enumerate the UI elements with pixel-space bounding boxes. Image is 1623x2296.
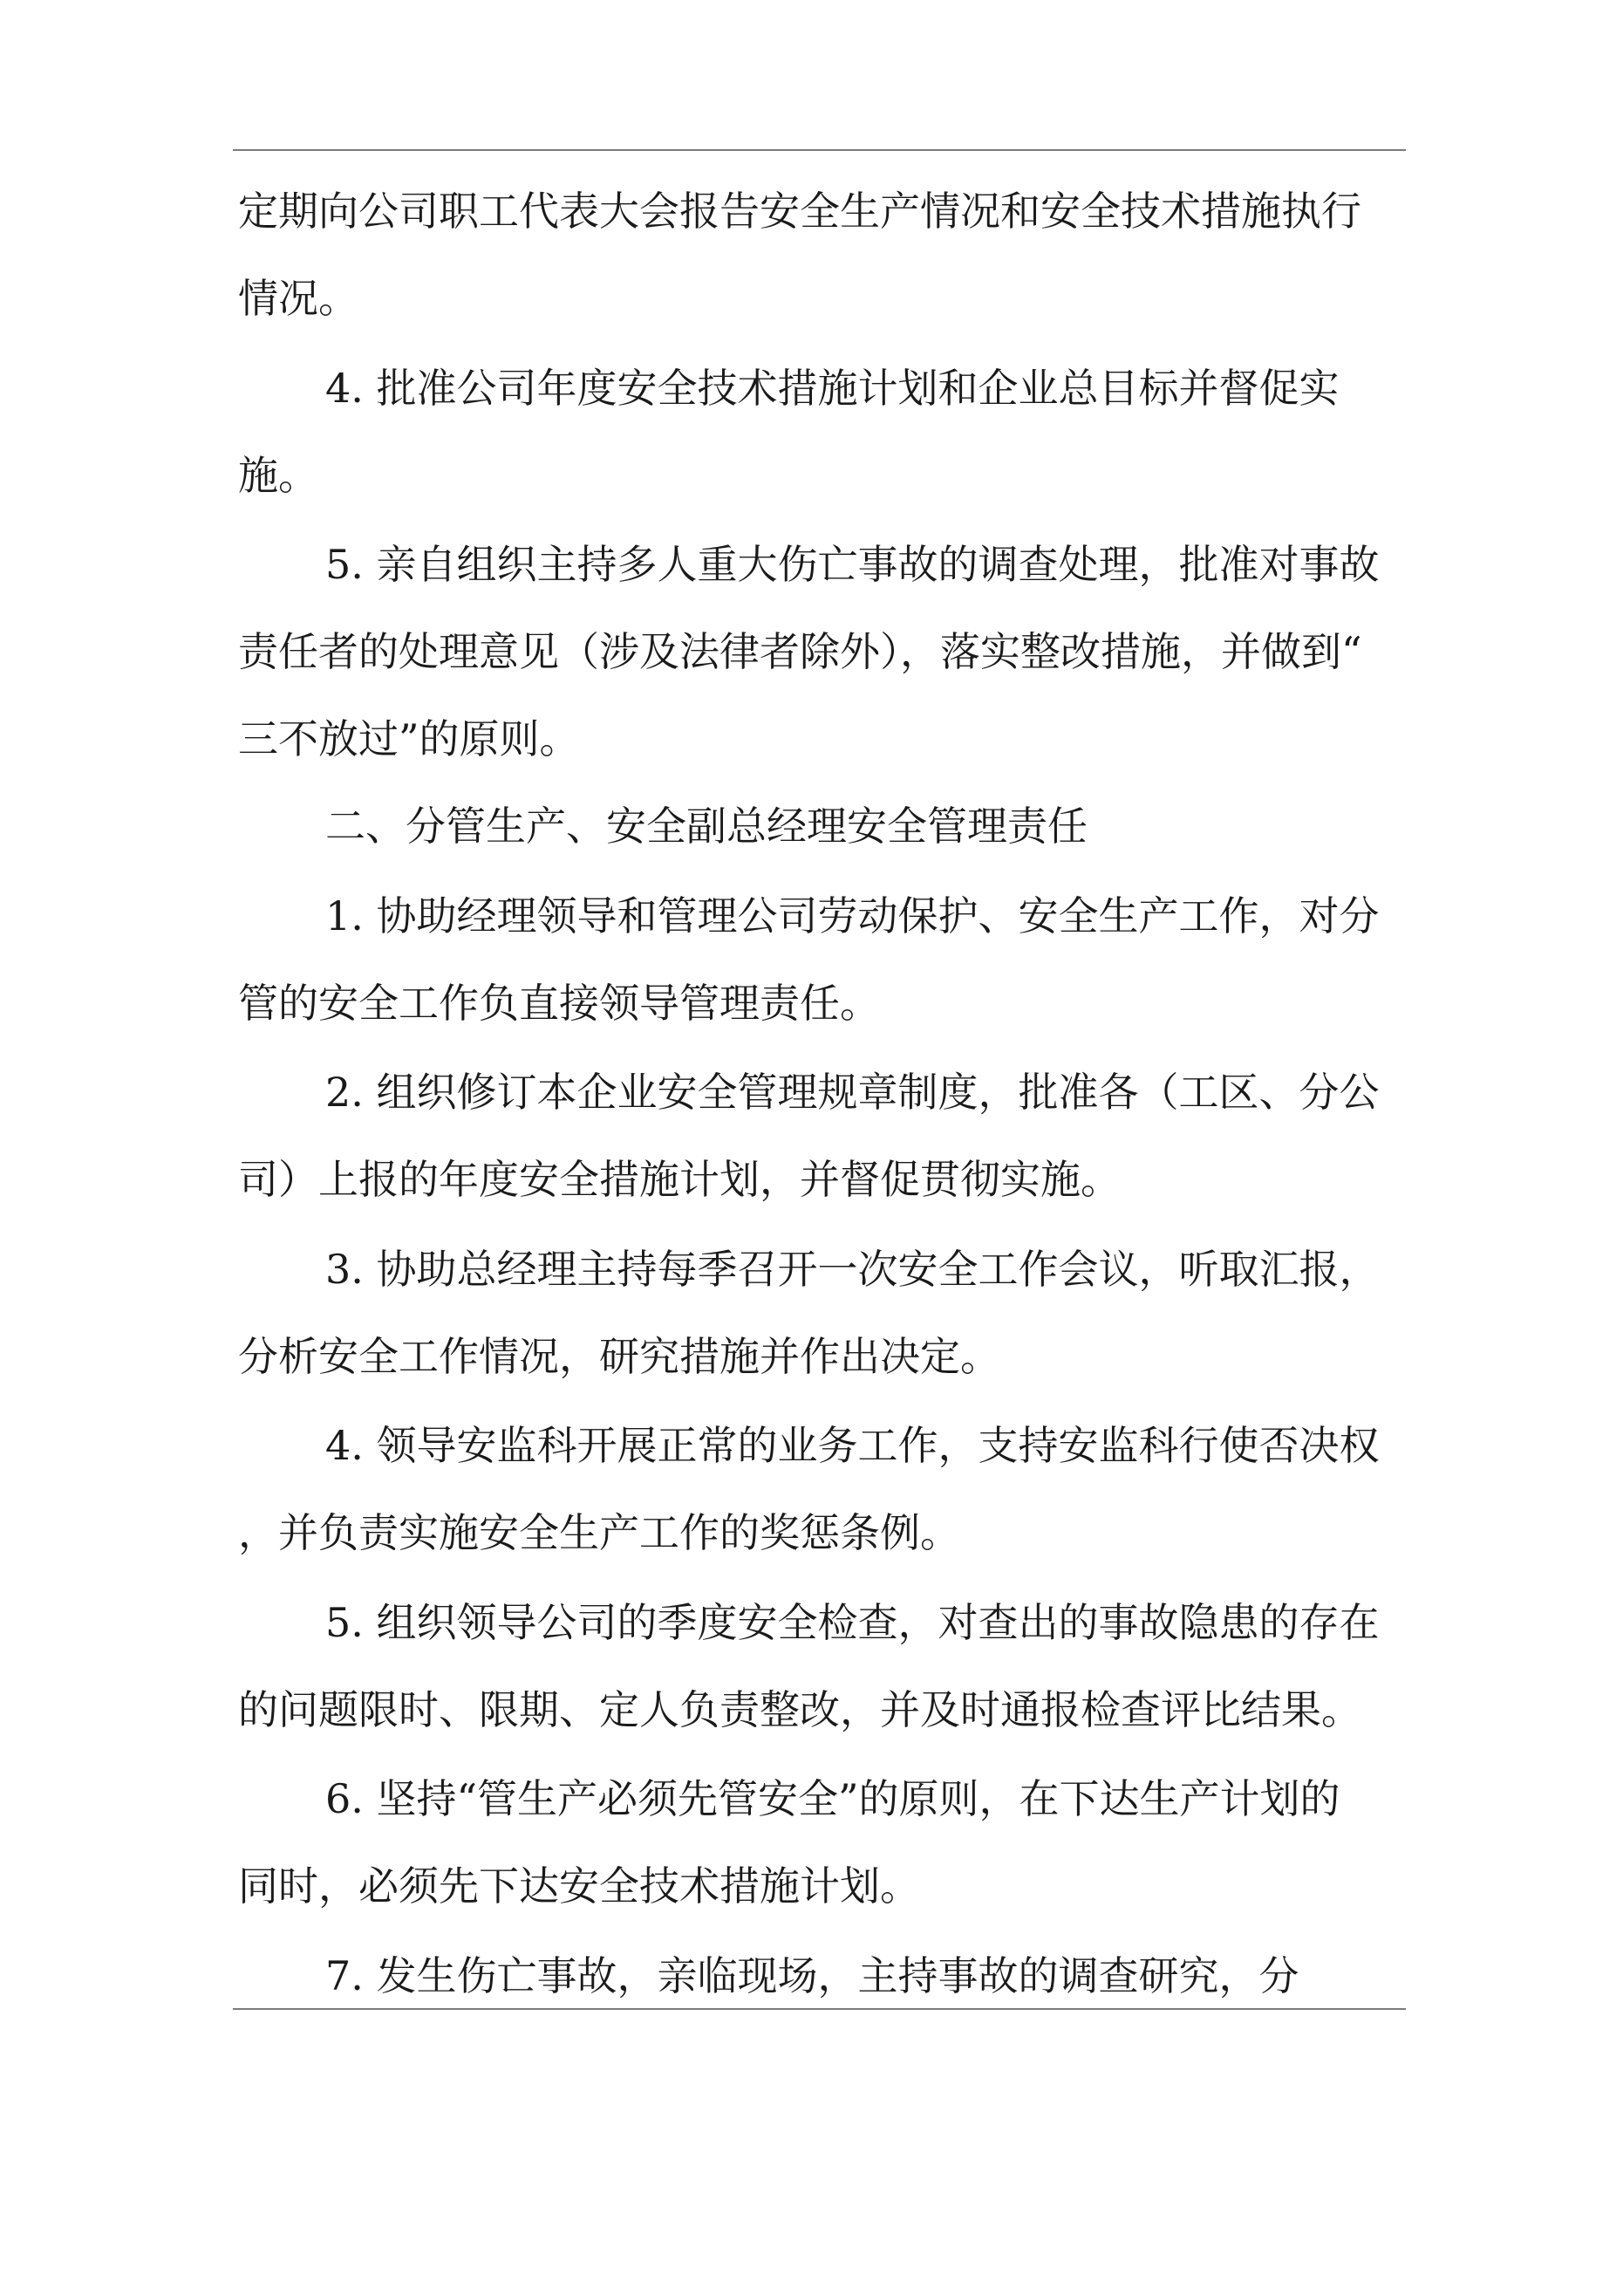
text-line: 6. 坚持“管生产必须先管安全”的原则，在下达生产计划的: [325, 1775, 1340, 1822]
text-line: 7. 发生伤亡事故，亲临现场，主持事故的调查研究，分: [325, 1952, 1299, 1999]
header-rule: [233, 149, 1406, 151]
text-line: 分析安全工作情况，研究措施并作出决定。: [238, 1333, 1000, 1380]
text-line: 3. 协助总经理主持每季召开一次安全工作会议，听取汇报，: [325, 1246, 1380, 1293]
footer-rule: [233, 2008, 1406, 2010]
text-line: 管的安全工作负直接领导管理责任。: [238, 980, 880, 1027]
text-line: 2. 组织修订本企业安全管理规章制度，批准各（工区、分公: [325, 1069, 1380, 1116]
text-line: 1. 协助经理领导和管理公司劳动保护、安全生产工作，对分: [325, 892, 1380, 940]
text-line: 三不放过”的原则。: [238, 715, 580, 762]
text-line: 5. 组织领导公司的季度安全检查，对查出的事故隐患的存在: [325, 1599, 1380, 1646]
text-line: 施。: [238, 452, 318, 499]
text-line: ，并负责实施安全生产工作的奖惩条例。: [238, 1509, 960, 1556]
text-line: 同时，必须先下达安全技术措施计划。: [238, 1862, 920, 1910]
text-line: 定期向公司职工代表大会报告安全生产情况和安全技术措施执行: [238, 188, 1361, 235]
text-line: 司）上报的年度安全措施计划，并督促贯彻实施。: [238, 1156, 1121, 1203]
text-line: 4. 领导安监科开展正常的业务工作，支持安监科行使否决权: [325, 1422, 1380, 1469]
text-line: 4. 批准公司年度安全技术措施计划和企业总目标并督促实: [325, 365, 1340, 412]
text-line: 情况。: [238, 275, 358, 322]
text-line: 5. 亲自组织主持多人重大伤亡事故的调查处理，批准对事故: [325, 541, 1380, 588]
text-line: 责任者的处理意见（涉及法律者除外），落实整改措施，并做到“: [238, 628, 1362, 675]
text-line: 的问题限时、限期、定人负责整改，并及时通报检查评比结果。: [238, 1686, 1361, 1733]
section-heading: 二、分管生产、安全副总经理安全管理责任: [325, 803, 1088, 850]
